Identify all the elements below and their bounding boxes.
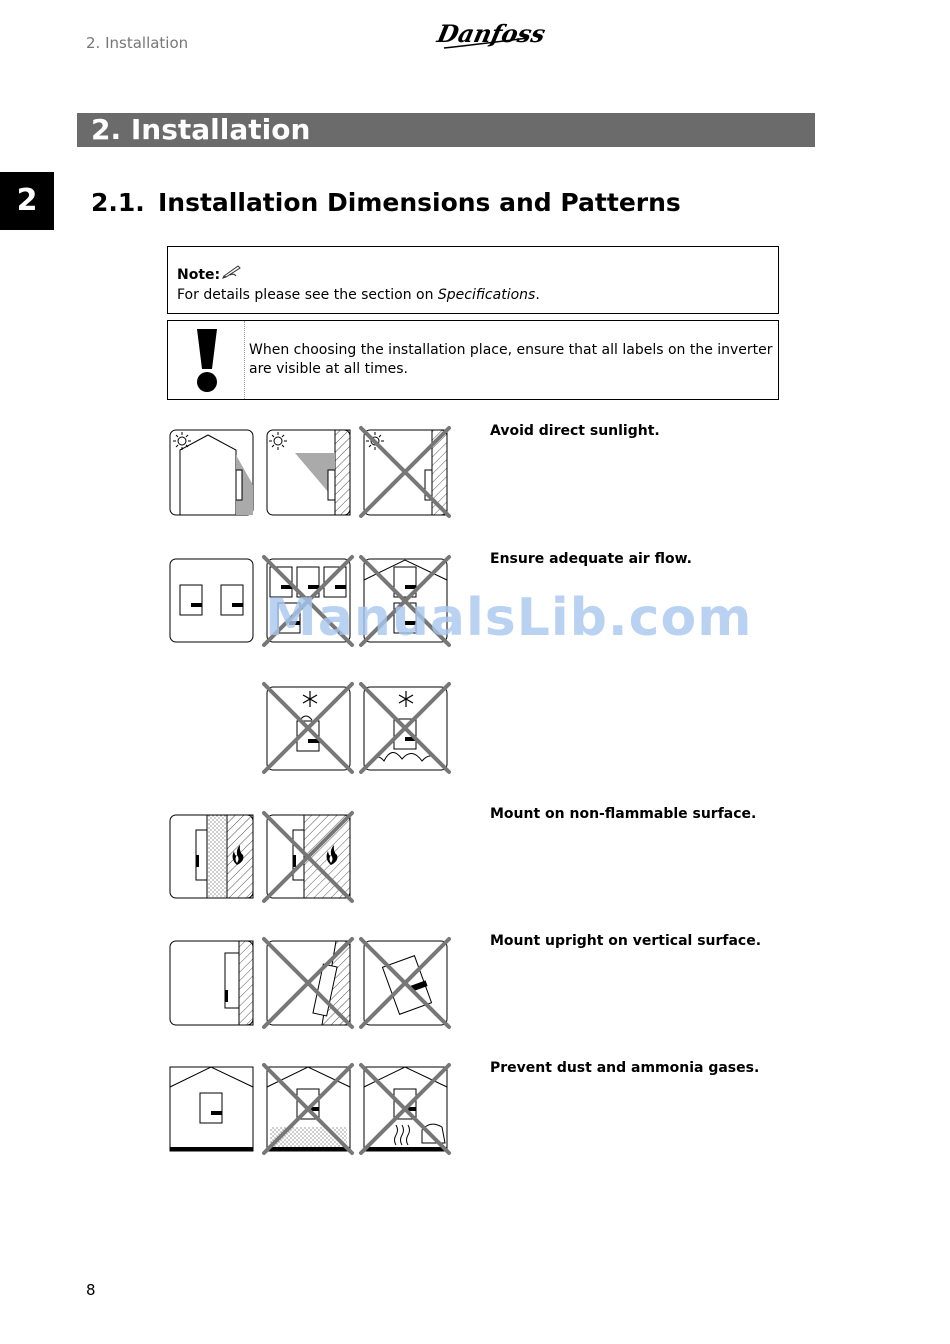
caption-mount-upright: Mount upright on vertical surface. [490,933,762,949]
note-text-suffix: . [535,287,540,303]
note-box [167,246,779,314]
sunlight-ok-2 [267,430,350,515]
note-text-prefix: For details please see the section on [177,287,438,303]
airflow-ok [170,559,253,642]
dust-bad [264,1065,352,1153]
cold-bad-1 [264,684,352,772]
cold-bad-2 [361,684,449,772]
sunlight-bad [361,428,449,516]
installation-illustrations [160,415,470,1175]
ammonia-bad [361,1065,449,1153]
caption-avoid-sunlight: Avoid direct sunlight. [490,423,660,439]
warning-text: When choosing the installation place, ensure that all labels on the inverter are visible at all times. [249,342,773,377]
section-title [91,188,681,217]
warning-box [167,320,779,400]
svg-text:Danfoss: Danfoss [434,19,548,48]
caption-non-flammable: Mount on non-flammable surface. [490,806,757,822]
surface-ok [170,815,253,898]
chapter-title: 2. Installation [91,113,311,146]
caption-air-flow: Ensure adequate air flow. [490,551,692,567]
sunlight-ok-1 [170,430,253,515]
surface-bad [264,813,352,901]
warning-separator [244,321,245,399]
page-number: 8 [86,1281,96,1299]
running-header: 2. Installation [86,34,189,52]
upright-bad-2 [361,939,449,1027]
note-text [177,287,540,303]
danfoss-logo [434,14,548,54]
exclamation-icon [196,329,218,393]
pencil-note-icon [222,264,242,278]
dust-ok [170,1067,253,1151]
upright-bad-1 [264,939,352,1027]
chapter-tab: 2 [0,172,54,230]
upright-ok [170,941,253,1025]
section-title-text: Installation Dimensions and Patterns [158,188,681,217]
section-number: 2.1. [91,188,145,217]
caption-prevent-dust: Prevent dust and ammonia gases. [490,1060,760,1076]
watermark: ManualsLib.com [265,588,753,648]
note-link-specifications: Specifications [437,287,536,303]
chapter-heading-bar [77,113,815,147]
note-label: Note: [177,267,221,283]
